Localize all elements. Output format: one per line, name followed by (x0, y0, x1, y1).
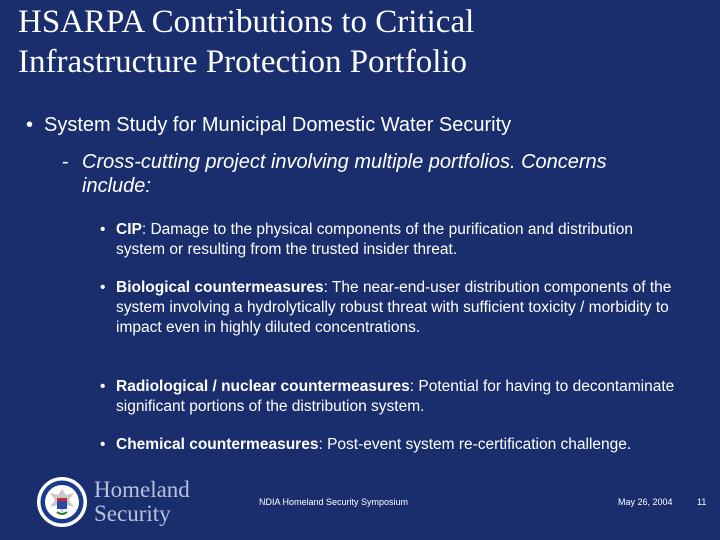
title-line-1: HSARPA Contributions to Critical (18, 4, 475, 40)
dash-symbol: - (62, 151, 69, 173)
concern-term: Biological countermeasures (116, 279, 324, 296)
concern-text (116, 220, 686, 260)
concern-text (116, 435, 686, 455)
concern-text (116, 278, 686, 338)
bullet-symbol: • (100, 279, 106, 296)
bullet-symbol: • (100, 436, 106, 453)
concern-text (116, 377, 686, 417)
homeland-security-logo (36, 474, 226, 530)
concern-description: : Damage to the physical components of the purification and distribution system or resulting from the trusted insider threat. (116, 221, 633, 258)
main-bullet-text: System Study for Municipal Domestic Water Security (44, 114, 512, 136)
bullet-symbol: • (100, 378, 106, 395)
footer-date: May 26, 2004 (618, 497, 673, 507)
brand-wordmark (94, 478, 190, 526)
bullet-symbol: • (26, 114, 34, 136)
dhs-seal-icon (36, 476, 88, 528)
title-line-2: Infrastructure Protection Portfolio (18, 44, 468, 80)
concern-description: : Potential for having to decontaminate significant portions of the distribution system. (116, 378, 675, 415)
concern-term: Radiological / nuclear countermeasures (116, 378, 410, 395)
page-number: 11 (697, 497, 707, 507)
concern-term: CIP (116, 221, 142, 238)
concern-term: Chemical countermeasures (116, 436, 319, 453)
concern-description: : The near-end-user distribution components of the system involving a hydrolytically robust threat with sufficient toxicity / morbidity to impact even in highly diluted concentrations. (116, 279, 672, 336)
brand-line-1: Homeland (94, 477, 190, 502)
footer-event: NDIA Homeland Security Symposium (259, 497, 409, 507)
sub-item-text: Cross-cutting project involving multiple portfolios. Concerns include: (82, 151, 607, 197)
slide-title (18, 2, 708, 82)
brand-line-2: Security (94, 501, 171, 526)
bullet-symbol: • (100, 221, 106, 238)
concern-description: : Post-event system re-certification challenge. (318, 436, 632, 453)
